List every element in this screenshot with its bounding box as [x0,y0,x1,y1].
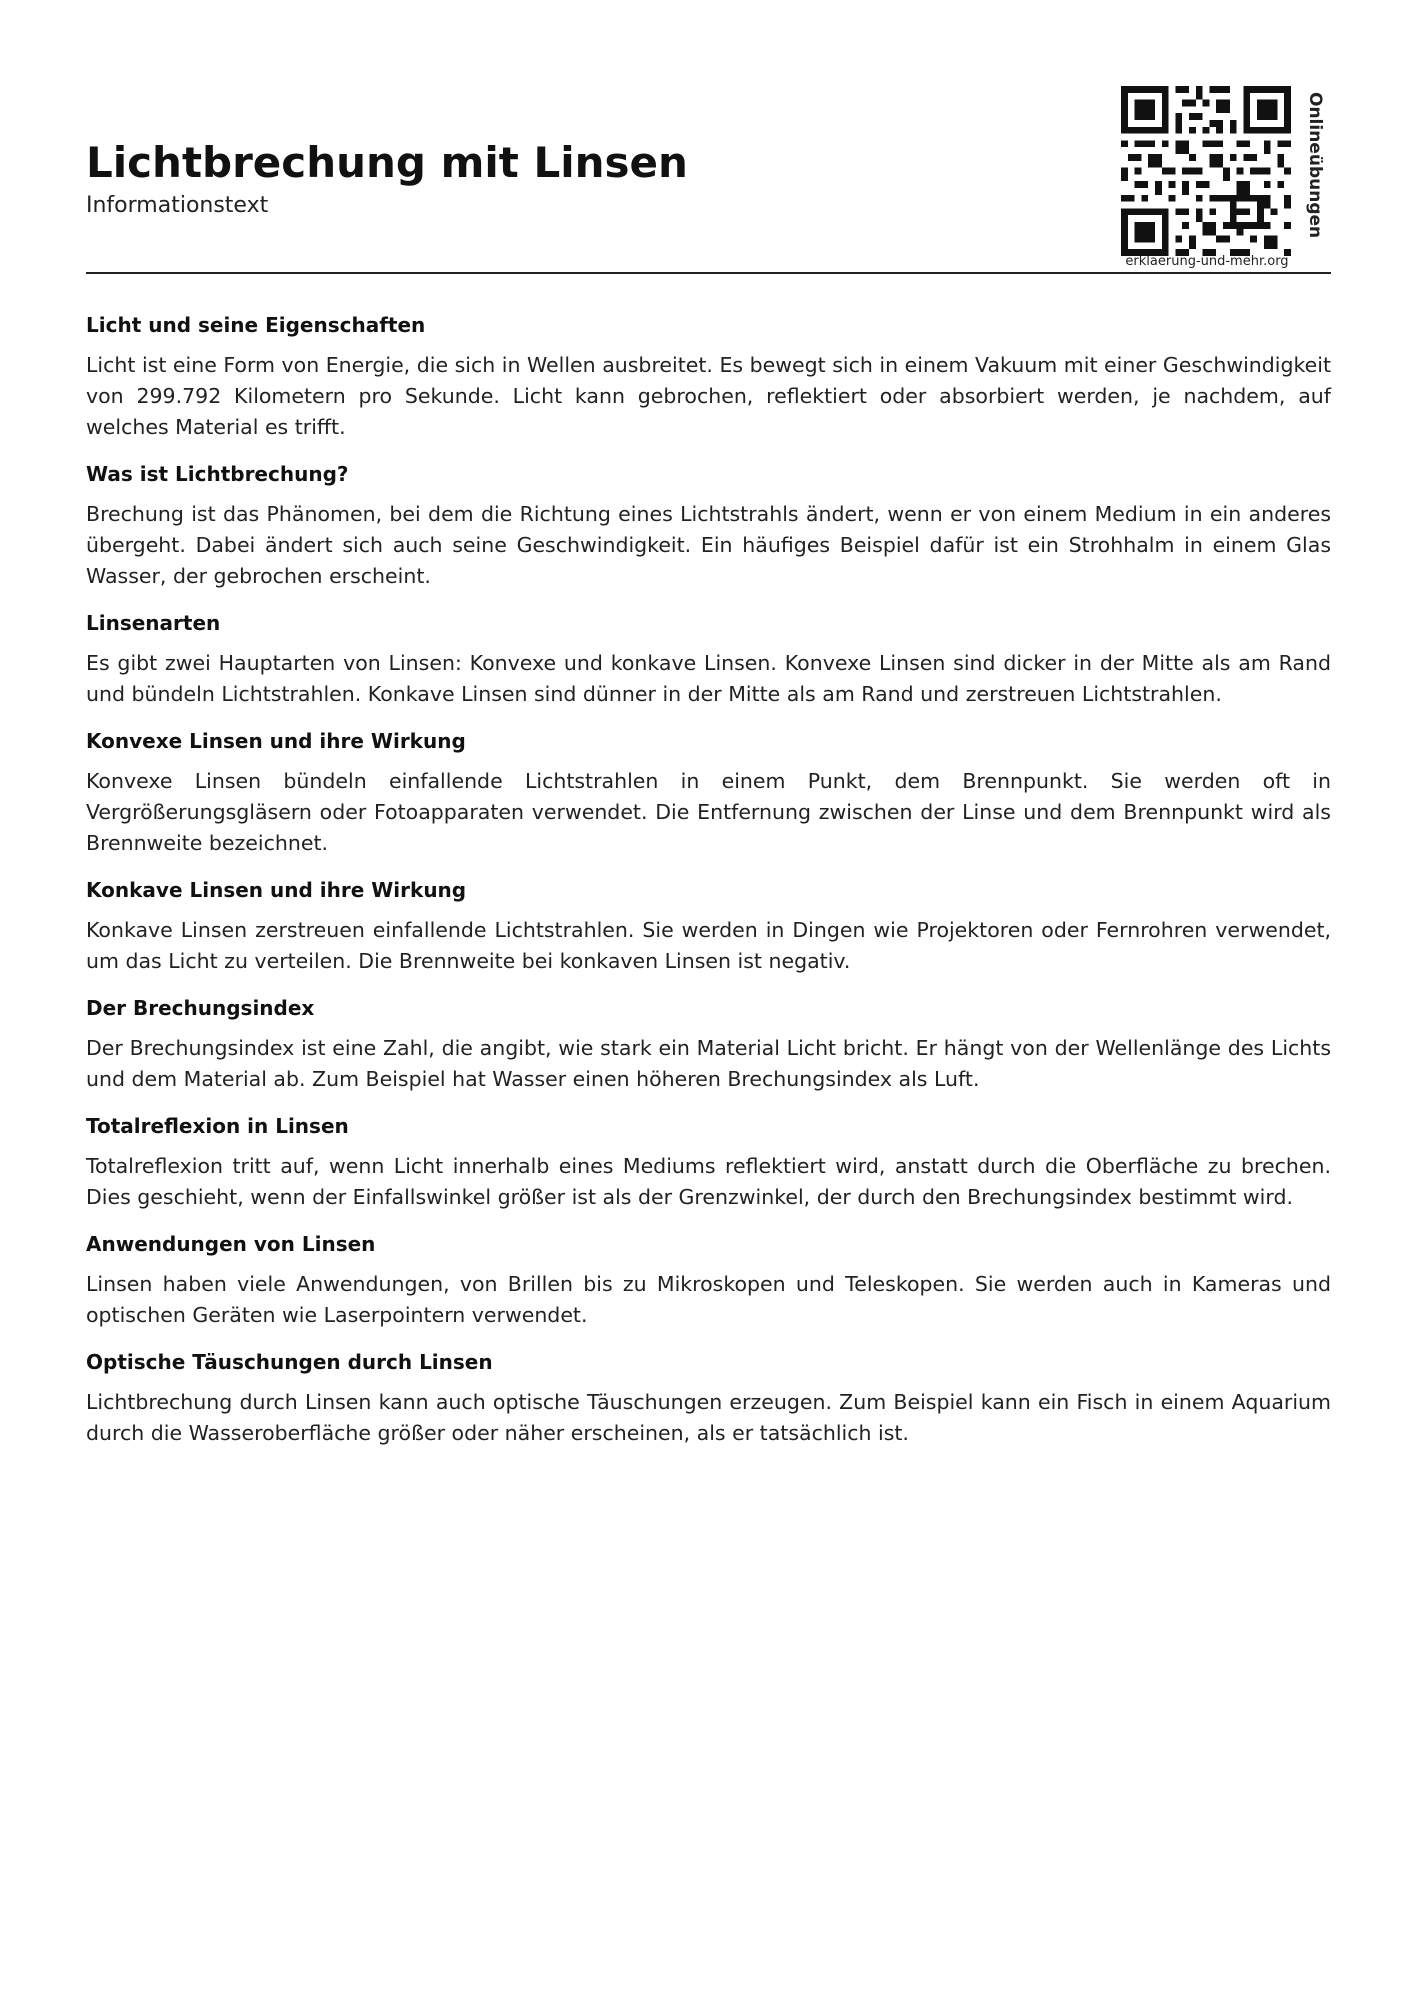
section-licht-und-seine-eigenschaften [86,312,1331,443]
page-subtitle: Informationstext [86,193,269,218]
section-heading: Optische Täuschungen durch Linsen [86,1350,493,1374]
section-linsenarten [86,610,1331,710]
section-was-ist-lichtbrechung [86,461,1331,592]
header-divider [86,272,1331,274]
section-konkave-linsen [86,877,1331,977]
qr-code-icon [1121,86,1291,256]
document-body [86,312,1331,1467]
section-konvexe-linsen [86,728,1331,859]
section-heading: Totalreflexion in Linsen [86,1114,349,1138]
section-paragraph: Konvexe Linsen bündeln einfallende Lichtstrahlen in einem Punkt, dem Brennpunkt. Sie werden oft in Vergrößerungsgläsern oder Fotoapparaten verwendet. Die Entfernung zwischen der Linse und dem Brennpunkt wird als Brennweite bezeichnet. [86,769,1331,855]
qr-block [1121,86,1331,272]
section-optische-taeuschungen [86,1349,1331,1449]
qr-side-label: Onlineübungen [1305,92,1325,239]
section-paragraph: Es gibt zwei Hauptarten von Linsen: Konvexe und konkave Linsen. Konvexe Linsen sind dicker in der Mitte als am Rand und bündeln Lichtstrahlen. Konkave Linsen sind dünner in der Mitte als am Rand und zerstreuen Lichtstrahlen. [86,651,1331,706]
section-anwendungen [86,1231,1331,1331]
section-paragraph: Linsen haben viele Anwendungen, von Brillen bis zu Mikroskopen und Teleskopen. Sie werden auch in Kameras und optischen Geräten wie Laserpointern verwendet. [86,1272,1331,1327]
section-heading: Anwendungen von Linsen [86,1232,376,1256]
qr-url-label: erklaerung-und-mehr.org [1125,254,1289,269]
section-paragraph: Konkave Linsen zerstreuen einfallende Lichtstrahlen. Sie werden in Dingen wie Projektoren oder Fernrohren verwendet, um das Licht zu verteilen. Die Brennweite bei konkaven Linsen ist negativ. [86,918,1331,973]
page-title: Lichtbrechung mit Linsen [86,138,688,187]
section-heading: Konkave Linsen und ihre Wirkung [86,878,467,902]
section-paragraph: Lichtbrechung durch Linsen kann auch optische Täuschungen erzeugen. Zum Beispiel kann ein Fisch in einem Aquarium durch die Wasseroberfläche größer oder näher erscheinen, als er tatsächlich ist. [86,1390,1331,1445]
section-totalreflexion [86,1113,1331,1213]
section-heading: Konvexe Linsen und ihre Wirkung [86,729,466,753]
section-paragraph: Licht ist eine Form von Energie, die sich in Wellen ausbreitet. Es bewegt sich in einem Vakuum mit einer Geschwindigkeit von 299.792 Kilometern pro Sekunde. Licht kann gebrochen, reflektiert oder absorbiert werden, je nachdem, auf welches Material es trifft. [86,353,1331,439]
section-heading: Licht und seine Eigenschaften [86,313,426,337]
section-brechungsindex [86,995,1331,1095]
section-heading: Linsenarten [86,611,221,635]
page-header [86,86,1331,274]
section-heading: Der Brechungsindex [86,996,315,1020]
section-heading: Was ist Lichtbrechung? [86,462,349,486]
section-paragraph: Brechung ist das Phänomen, bei dem die Richtung eines Lichtstrahls ändert, wenn er von einem Medium in ein anderes übergeht. Dabei ändert sich auch seine Geschwindigkeit. Ein häufiges Beispiel dafür ist ein Strohhalm in einem Glas Wasser, der gebrochen erscheint. [86,502,1331,588]
section-paragraph: Der Brechungsindex ist eine Zahl, die angibt, wie stark ein Material Licht bricht. Er hängt von der Wellenlänge des Lichts und dem Material ab. Zum Beispiel hat Wasser einen höheren Brechungsindex als Luft. [86,1036,1331,1091]
section-paragraph: Totalreflexion tritt auf, wenn Licht innerhalb eines Mediums reflektiert wird, anstatt durch die Oberfläche zu brechen. Dies geschieht, wenn der Einfallswinkel größer ist als der Grenzwinkel, der durch den Brechungsindex bestimmt wird. [86,1154,1331,1209]
